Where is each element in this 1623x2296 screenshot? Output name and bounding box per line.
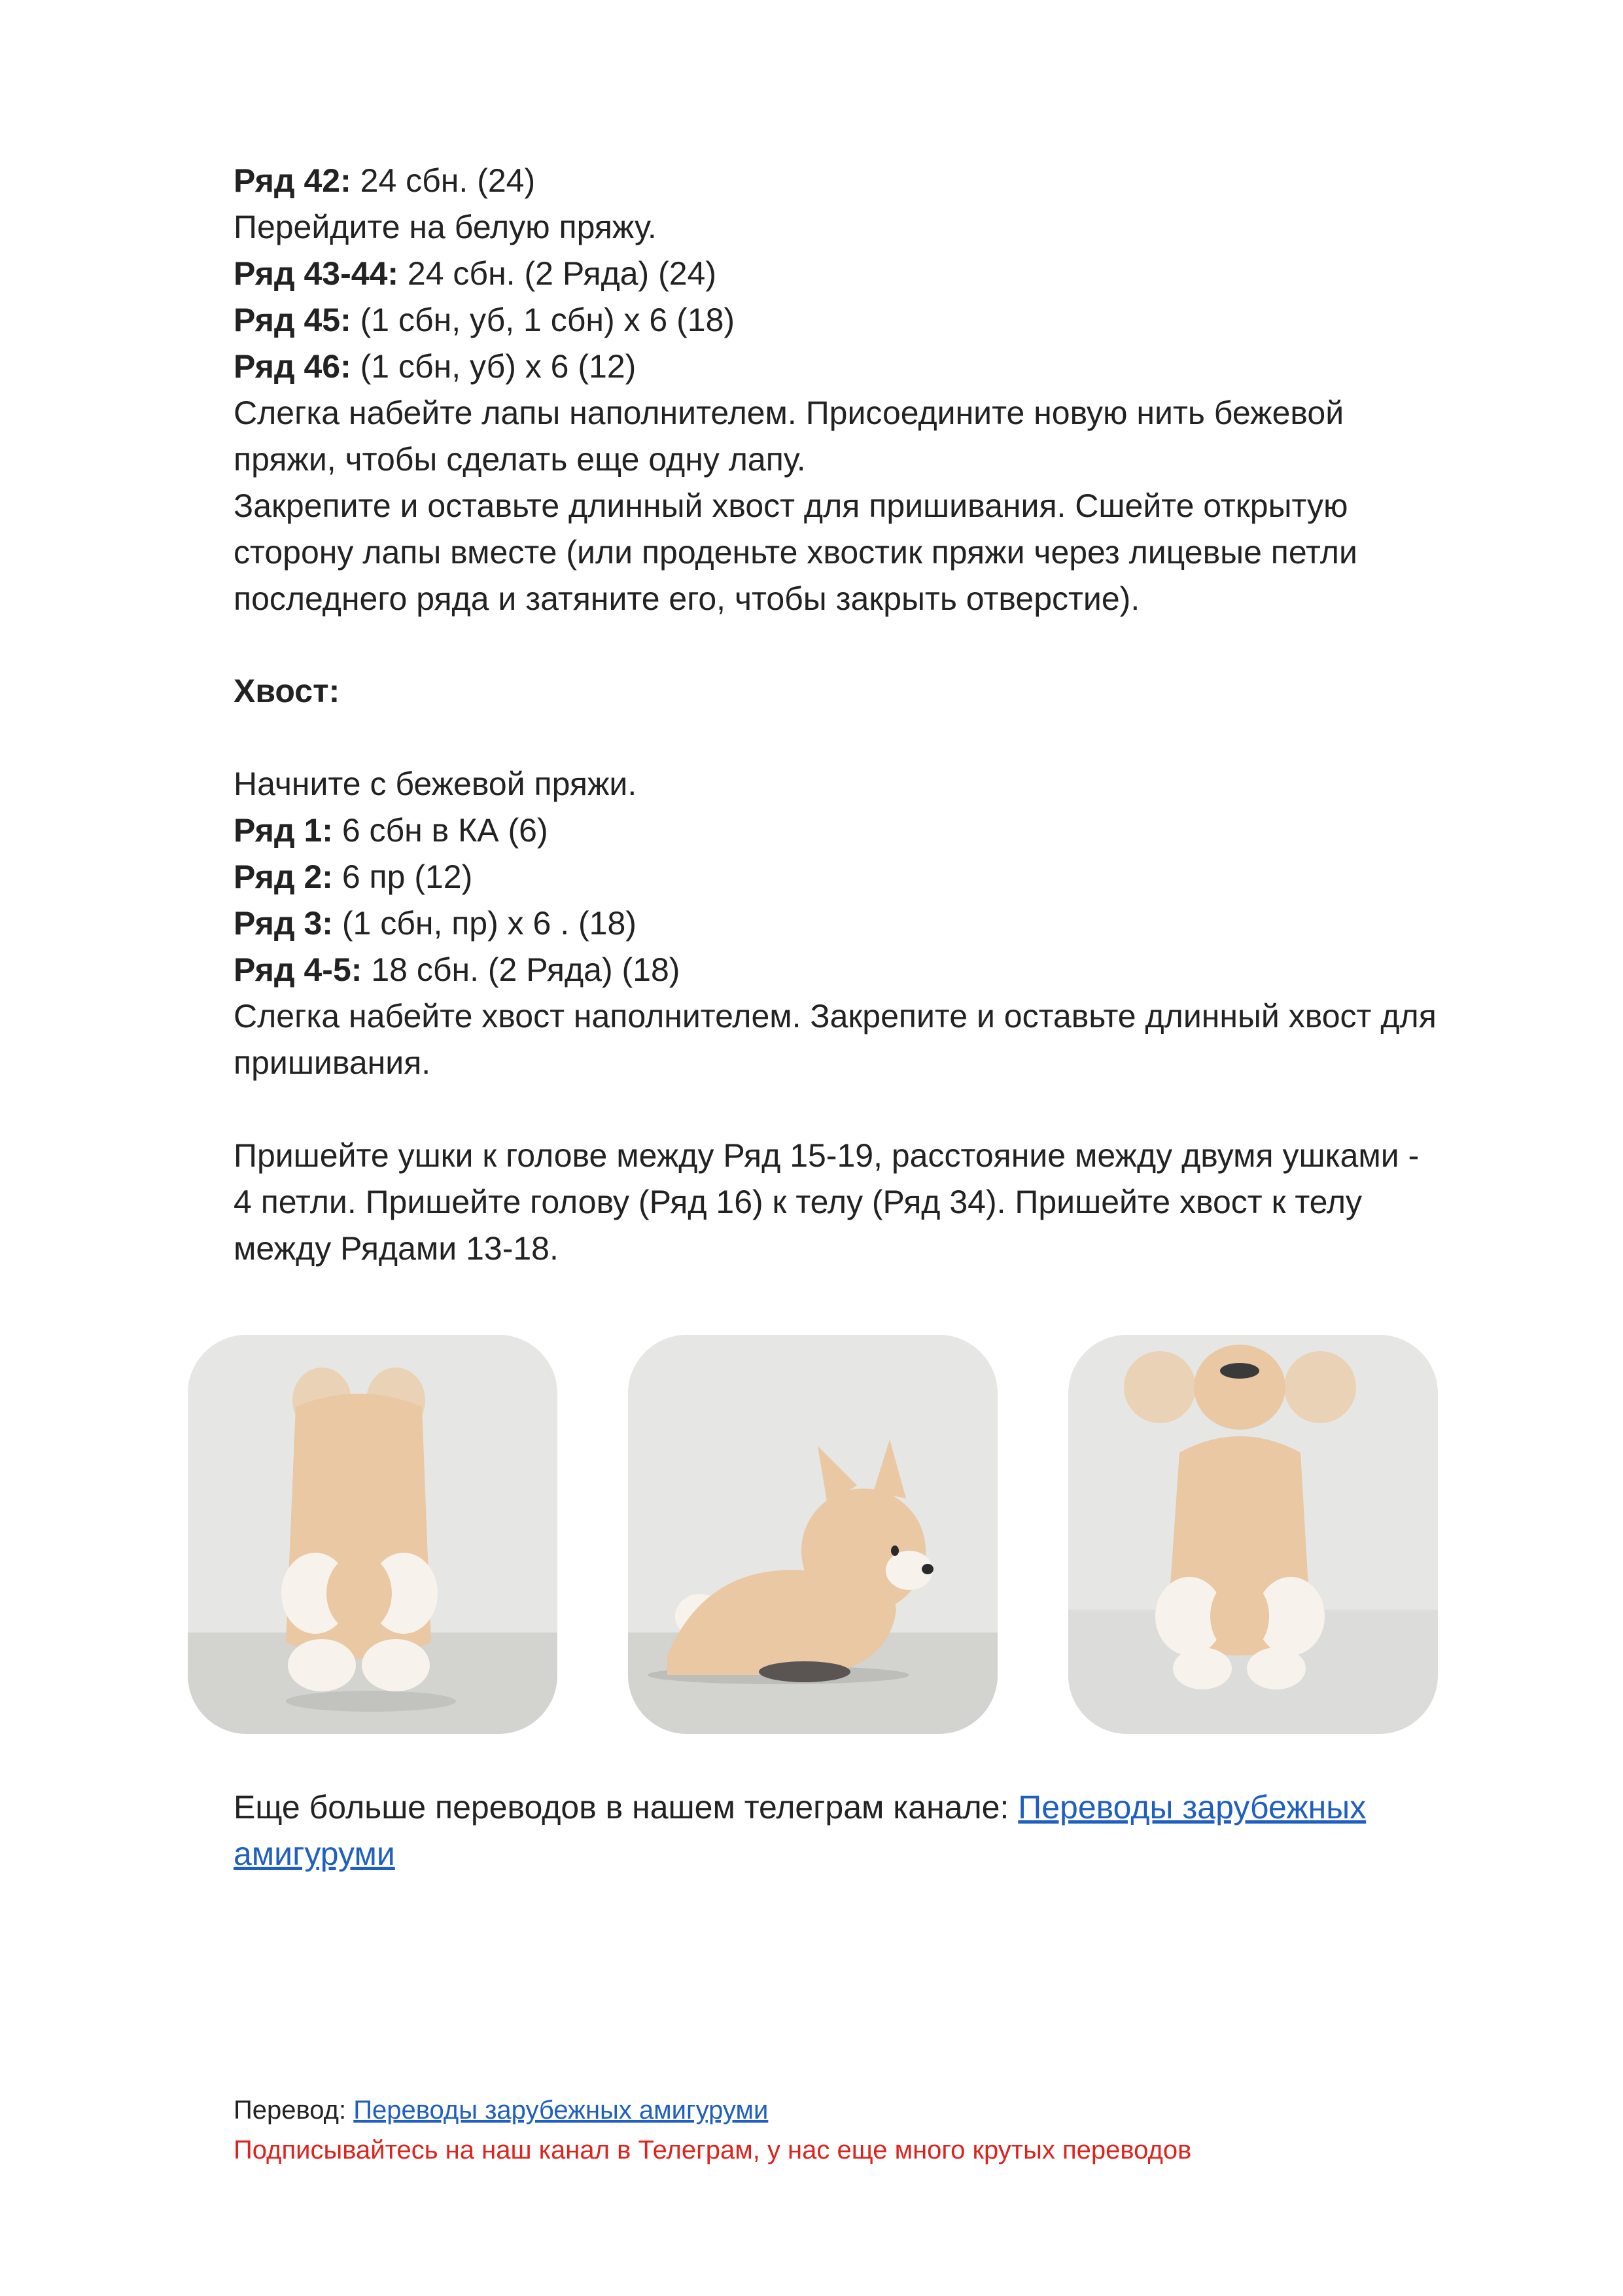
- tail-row: Ряд 3: (1 сбн, пр) х 6 . (18): [234, 905, 637, 942]
- photo-corgi-side: [628, 1335, 998, 1734]
- tail-note: Слегка набейте хвост наполнителем. Закрепите и оставьте длинный хвост для: [234, 998, 1437, 1034]
- footer-cta: Подписывайтесь на наш канал в Телеграм, у нас еще много крутых переводов: [234, 2136, 1192, 2164]
- tail-row: Ряд 4-5: 18 сбн. (2 Ряда) (18): [234, 951, 680, 988]
- photo-corgi-back: [188, 1335, 557, 1734]
- paw-row: Ряд 42: 24 сбн. (24): [234, 162, 536, 199]
- tail-heading: Хвост:: [234, 673, 340, 709]
- assembly-text: между Рядами 13-18.: [234, 1230, 559, 1267]
- paw-note: последнего ряда и затяните его, чтобы закрыть отверстие).: [234, 580, 1140, 617]
- paw-note: Слегка набейте лапы наполнителем. Присоедините новую нить бежевой: [234, 395, 1344, 431]
- paw-row: Ряд 43-44: 24 сбн. (2 Ряда) (24): [234, 255, 717, 292]
- paw-note: Закрепите и оставьте длинный хвост для пришивания. Сшейте открытую: [234, 487, 1348, 524]
- tail-intro: Начните с бежевой пряжи.: [234, 766, 637, 802]
- paw-row: Перейдите на белую пряжу.: [234, 209, 657, 245]
- tail-note: пришивания.: [234, 1044, 431, 1081]
- assembly-text: 4 петли. Пришейте голову (Ряд 16) к телу (Ряд 34). Пришейте хвост к телу: [234, 1184, 1362, 1220]
- paw-note: пряжи, чтобы сделать еще одну лапу.: [234, 441, 806, 478]
- paw-note: сторону лапы вместе (или проденьте хвостик пряжи через лицевые петли: [234, 534, 1357, 571]
- promo-line-2: [234, 1830, 395, 1877]
- assembly-text: Пришейте ушки к голове между Ряд 15-19, расстояние между двумя ушками -: [234, 1137, 1420, 1174]
- footer-credit: Перевод: Переводы зарубежных амигуруми: [234, 2096, 769, 2125]
- telegram-channel-link[interactable]: амигуруми: [234, 1835, 395, 1872]
- tail-row: Ряд 1: 6 сбн в КА (6): [234, 812, 548, 849]
- telegram-channel-link[interactable]: Переводы зарубежных: [1018, 1789, 1367, 1826]
- photo-corgi-top: [1068, 1335, 1438, 1734]
- footer-translation-link[interactable]: Переводы зарубежных амигуруми: [353, 2096, 769, 2125]
- tail-row: Ряд 2: 6 пр (12): [234, 858, 473, 895]
- paw-row: Ряд 46: (1 сбн, уб) х 6 (12): [234, 348, 637, 385]
- promo-line: Еще больше переводов в нашем телеграм канале: Переводы зарубежных: [234, 1789, 1367, 1826]
- paw-row: Ряд 45: (1 сбн, уб, 1 сбн) х 6 (18): [234, 302, 735, 338]
